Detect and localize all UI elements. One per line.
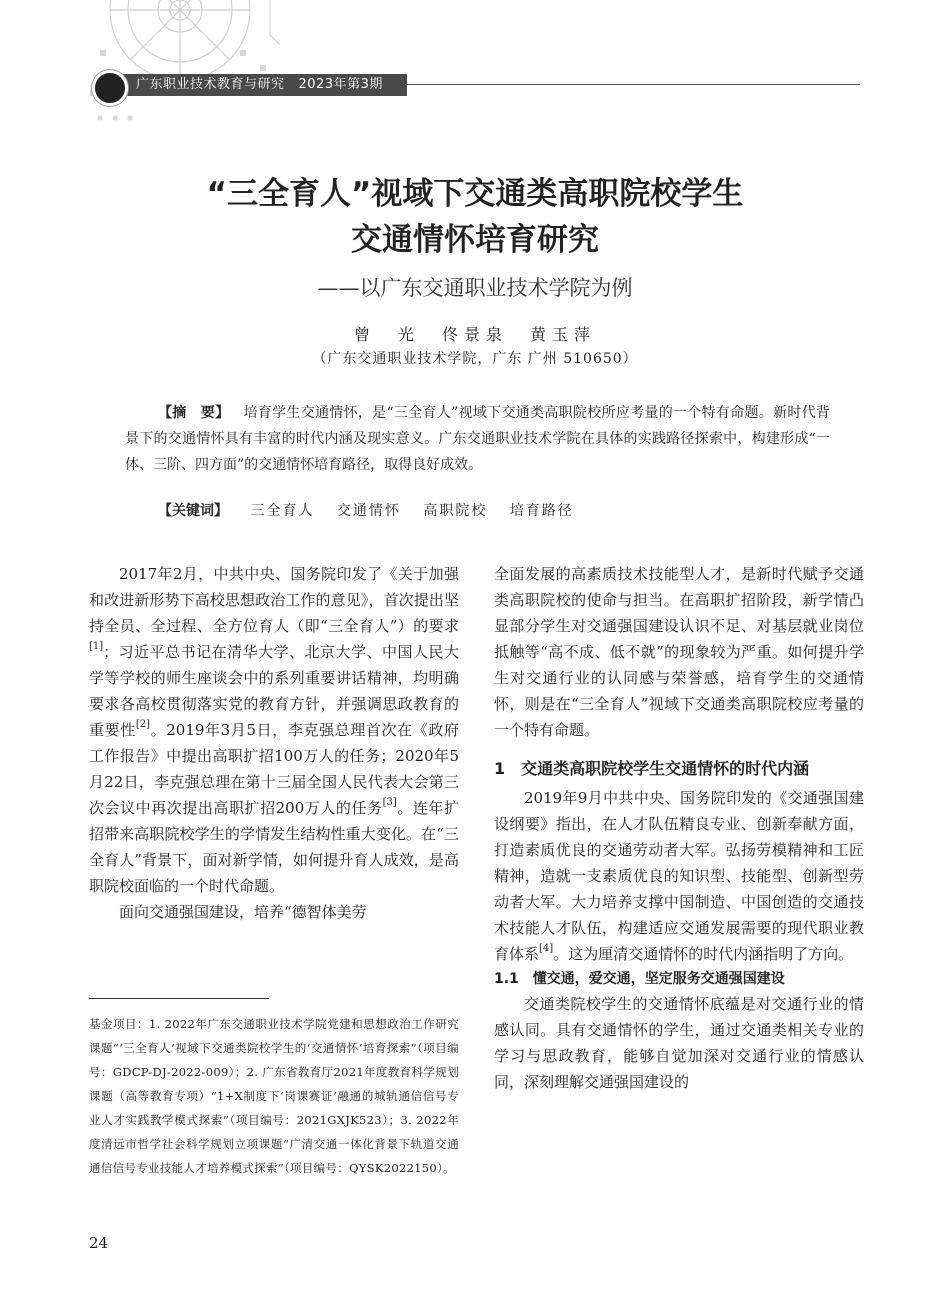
left-column [89, 561, 459, 925]
abstract-text: 培育学生交通情怀，是“三全育人”视域下交通类高职院校所应考量的一个特有命题。新时代背景下的交通情怀具有丰富的时代内涵及现实意义。广东交通职业技术学院在具体的实践路径探索中，构建形成“一体、三阶、四方面”的交通情怀培育路径，取得良好成效。 [125, 405, 831, 473]
section-heading-1: 1 交通类高职院校学生交通情怀的时代内涵 [494, 759, 810, 778]
citation-3: [3] [382, 797, 397, 808]
right-column [494, 561, 864, 1095]
keyword: 高职院校 [423, 503, 488, 519]
subtitle: ——以广东交通职业技术学院为例 [317, 276, 633, 300]
header-rule [392, 84, 860, 85]
header-badge [92, 70, 128, 106]
abstract [125, 400, 830, 478]
title-line-2: 交通情怀培育研究 [351, 222, 599, 258]
running-header [118, 74, 407, 96]
keywords [158, 500, 592, 520]
footnote-rule [89, 998, 269, 999]
citation-4: [4] [539, 943, 554, 954]
abstract-label: 【摘 要】 [158, 405, 230, 421]
footnote-funding: 基金项目：1. 2022年广东交通职业技术学院党建和思想政治工作研究课题“‘三全育人’视域下交通类院校学生的‘交通情怀’培育探索”（项目编号：GDCP-DJ-2022-009）；2. 广东省教育厅2021年度教育科学规划课题（高等教育专项）“1+X制度下‘岗课赛证’融通的城轨通信信号专业人才实践教学模式探索”（项目编号：2021GXJK523）；3. 2022年度清远市哲学社会科学规划立项课题“广清交通一体化背景下轨道交通通信信号专业技能人才培养模式探索”（项目编号：QYSK2022150）。 [89, 1017, 459, 1175]
section-heading-1-1: 1.1 懂交通，爱交通，坚定服务交通强国建设 [494, 971, 785, 987]
keyword: 交通情怀 [336, 503, 401, 519]
keyword: 培育路径 [509, 503, 574, 519]
authors: 曾 光 佟景泉 黄玉萍 [353, 325, 596, 344]
gear-decoration-icon [60, 0, 280, 140]
keywords-label: 【关键词】 [158, 503, 228, 519]
body-paragraph: 面向交通强国建设，培养“德智体美劳 [119, 903, 367, 921]
journal-name: 广东职业技术教育与研究 [136, 77, 285, 92]
citation-2: [2] [135, 719, 151, 730]
body-paragraph: 2017年2月，中共中央、国务院印发了《关于加强和改进新形势下高校思想政治工作的意见》，首次提出坚持全员、全过程、全方位育人（即“三全育人”）的要求[1]；习近平总书记在清华大学、北京大学、中国人民大学等学校的师生座谈会中的系列重要讲话精神，均明确要求各高校贯彻落实党的教育方针，并强调思政教育的重要性[2]。2019年3月5日，李克强总理首次在《政府工作报告》中提出高职扩招100万人的任务；2020年5月22日，李克强总理在第十三届全国人民代表大会第三次会议中再次提出高职扩招200万人的任务[3]。连年扩招带来高职院校学生的学情发生结构性重大变化。在“三全育人”背景下，面对新学情，如何提升育人成效，是高职院校面临的一个时代命题。 [89, 565, 459, 895]
body-paragraph: 全面发展的高素质技术技能型人才，是新时代赋予交通类高职院校的使命与担当。在高职扩招阶段，新学情凸显部分学生对交通强国建设认识不足、对基层就业岗位抵触等“高不成、低不就”的现象较为严重。如何提升学生对交通行业的认同感与荣誉感，培育学生的交通情怀，则是在“三全育人”视域下交通类高职院校应考量的一个特有命题。 [494, 565, 864, 739]
body-paragraph: 2019年9月中共中央、国务院印发的《交通强国建设纲要》指出，在人才队伍精良专业、创新奉献方面，打造素质优良的交通劳动者大军。弘扬劳模精神和工匠精神，造就一支素质优良的知识型、技能型、创新型劳动者大军。大力培养支撑中国制造、中国创造的交通技术技能人才队伍，构建适应交通发展需要的现代职业教育体系[4]。这为厘清交通情怀的时代内涵指明了方向。 [494, 789, 864, 963]
title-line-1: “三全育人”视域下交通类高职院校学生 [206, 176, 744, 212]
page-number: 24 [89, 1234, 109, 1252]
issue-label: 2023年第3期 [298, 77, 383, 92]
citation-1: [1] [89, 641, 104, 652]
affiliation: （广东交通职业技术学院，广东 广州 510650） [312, 351, 638, 367]
body-paragraph: 交通类院校学生的交通情怀底蕴是对交通行业的情感认同。具有交通情怀的学生，通过交通类相关专业的学习与思政教育，能够自觉加深对交通行业的情感认同，深刻理解交通强国建设的 [494, 995, 864, 1091]
keyword: 三全育人 [250, 503, 315, 519]
